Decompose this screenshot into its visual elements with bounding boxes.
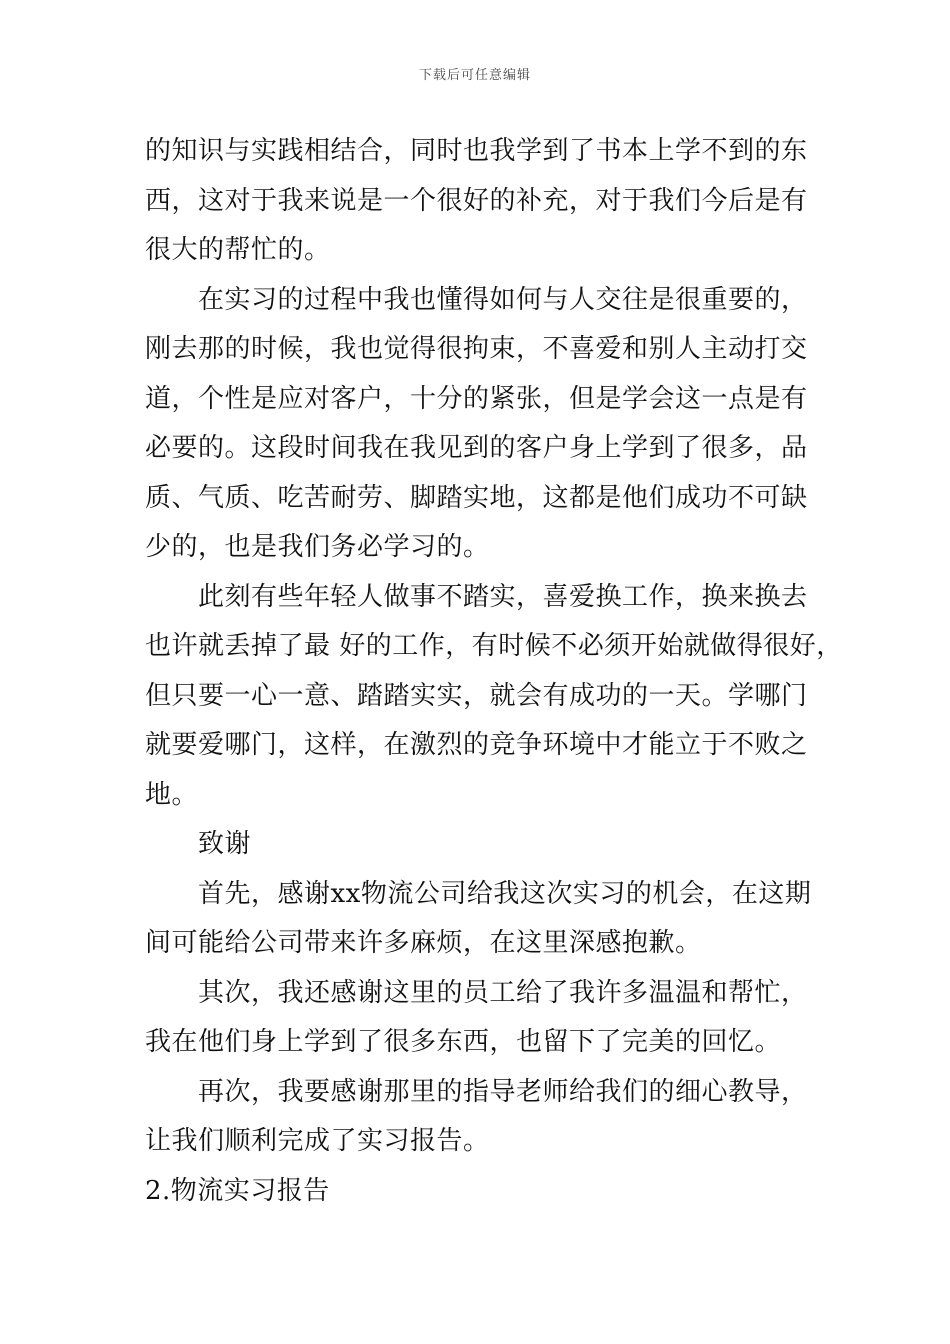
text-line: 我在他们身上学到了很多东西，也留下了完美的回忆。	[145, 1027, 782, 1057]
text-line: 让我们顺利完成了实习报告。	[145, 1126, 490, 1156]
text-line: 必要的。这段时间我在我见到的客户身上学到了很多，品	[145, 433, 808, 463]
text-line: 的知识与实践相结合，同时也我学到了书本上学不到的东	[145, 136, 808, 166]
text-line: 刚去那的时候，我也觉得很拘束，不喜爱和别人主动打交	[145, 334, 808, 364]
paragraph-start-line: 首先，感谢xx物流公司给我这次实习的机会，在这期	[198, 878, 812, 909]
text-line: 西，这对于我来说是一个很好的补充，对于我们今后是有	[145, 185, 808, 216]
text-line: 质、气质、吃苦耐劳、脚踏实地，这都是他们成功不可缺	[145, 482, 808, 513]
document-body	[145, 127, 843, 1216]
paragraph-start-line: 再次，我要感谢那里的指导老师给我们的细心教导，	[198, 1076, 808, 1107]
page-header: 下载后可任意编辑	[418, 68, 531, 83]
text-line: 但只要一心一意、踏踏实实，就会有成功的一天。学哪门	[145, 680, 808, 711]
section-heading-acknowledgement: 致谢	[198, 829, 252, 859]
text-line: 少的，也是我们务必学习的。	[145, 532, 490, 562]
section-title: 2.物流实习报告	[145, 1175, 330, 1206]
text-line: 也许就丢掉了最 好的工作，有时候不必须开始就做得很好，	[145, 631, 843, 661]
text-line: 间可能给公司带来许多麻烦，在这里深感抱歉。	[145, 928, 702, 958]
paragraph-start-line: 此刻有些年轻人做事不踏实，喜爱换工作，换来换去	[198, 581, 808, 612]
text-line: 很大的帮忙的。	[145, 235, 331, 265]
paragraph-start-line: 其次，我还感谢这里的员工给了我许多温温和帮忙，	[198, 977, 808, 1008]
paragraph-start-line: 在实习的过程中我也懂得如何与人交往是很重要的，	[198, 284, 808, 315]
text-line: 地。	[145, 779, 199, 810]
text-line: 道，个性是应对客户，十分的紧张，但是学会这一点是有	[145, 383, 808, 414]
text-line: 就要爱哪门，这样，在激烈的竞争环境中才能立于不败之	[145, 730, 808, 760]
